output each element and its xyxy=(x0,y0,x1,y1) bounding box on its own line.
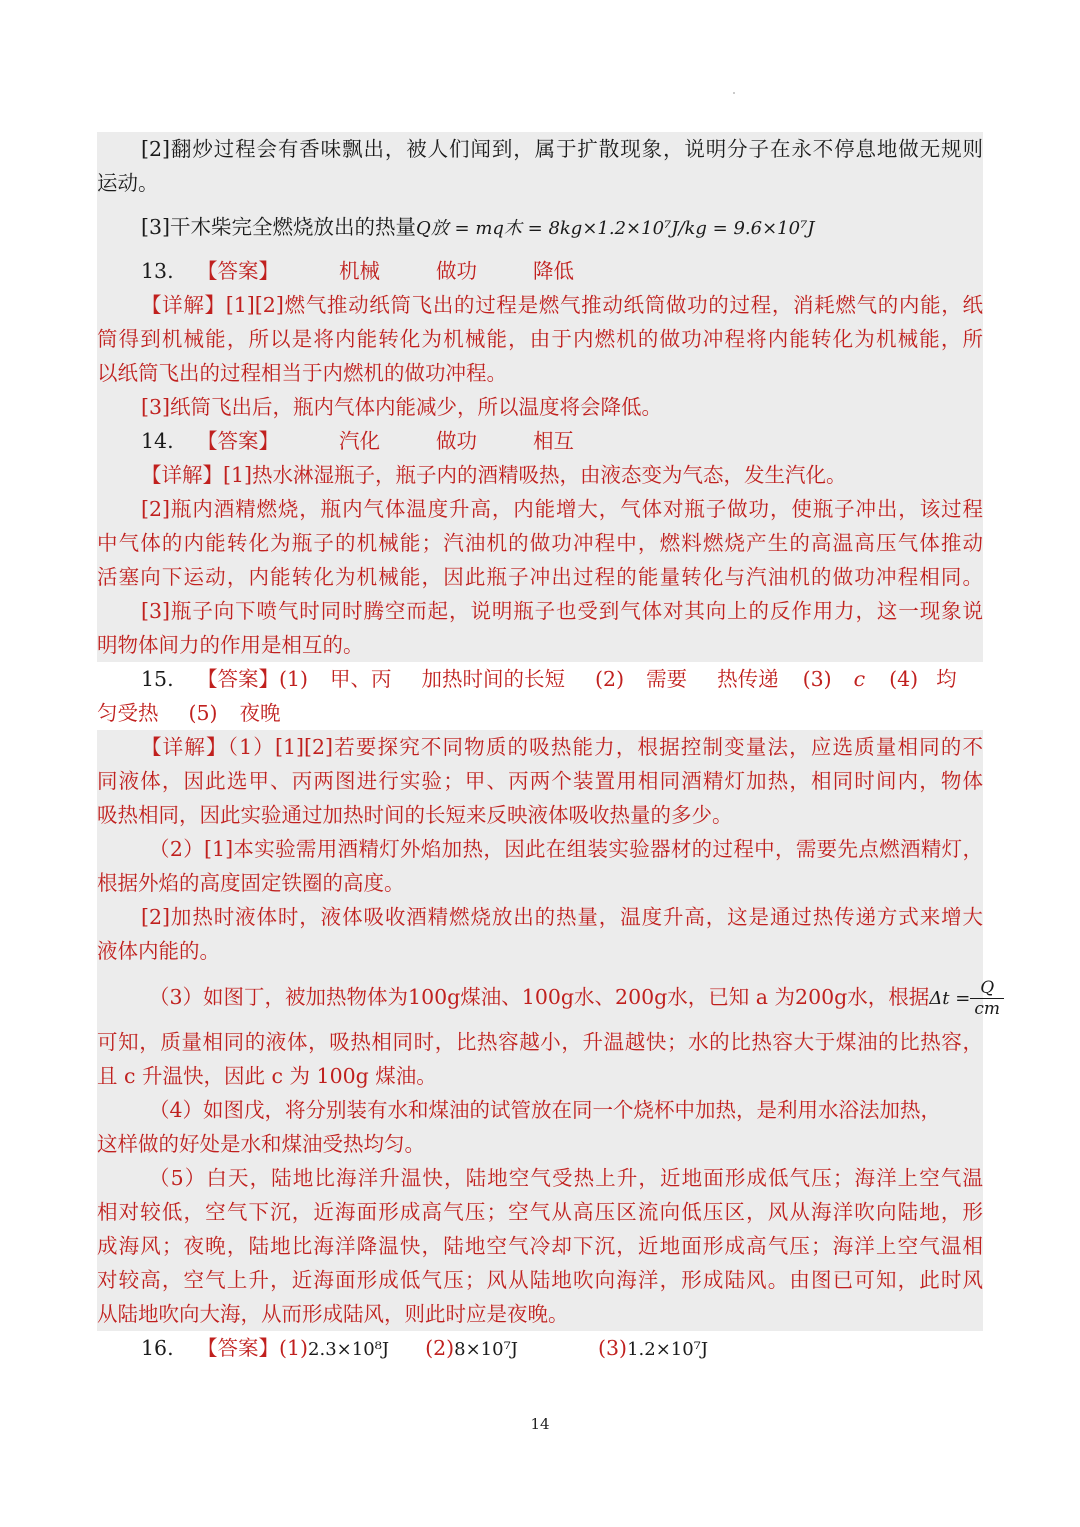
q14-answer-1: 汽化 xyxy=(339,429,380,453)
page-number: 14 xyxy=(530,1415,550,1433)
q14-detail-line: 明物体间力的作用是相互的。 xyxy=(97,633,364,657)
q15-formula-fraction xyxy=(970,978,1004,1019)
q15-formula-denominator: cm xyxy=(974,999,1001,1019)
q15-answer-part: (2) xyxy=(595,667,625,691)
q14-answer-tag: 【答案】 xyxy=(197,429,279,453)
speck xyxy=(733,92,735,94)
q15-formula-lhs: Δt = xyxy=(929,988,971,1009)
q15-answer-part: 匀受热 xyxy=(97,701,159,725)
q16-number: 16. xyxy=(141,1336,174,1360)
q15-answer-part: c xyxy=(853,667,866,691)
q15-answer-part: (3) xyxy=(802,667,832,691)
q15-detail-line: （2）[1]本实验需用酒精灯外焰加热，因此在组装实验器材的过程中，需要先点燃酒精灯， xyxy=(149,837,983,861)
q15-detail-line: 可知，质量相同的液体，吸热相同时，比热容越小，升温越快；水的比热容大于煤油的比热容， xyxy=(97,1030,983,1054)
q15-detail-line: 同液体，因此选甲、丙两图进行实验；甲、丙两个装置用相同酒精灯加热，相同时间内，物体 xyxy=(97,769,983,793)
q15-detail-line: （5）白天，陆地比海洋升温快，陆地空气受热上升，近地面形成低气压；海洋上空气温 xyxy=(149,1166,983,1190)
q13-number: 13. xyxy=(141,259,174,283)
prev-p3-text: [3]干木柴完全燃烧放出的热量 xyxy=(141,215,417,239)
q15-detail-line: [2]加热时液体时，液体吸收酒精燃烧放出的热量，温度升高，这是通过热传递方式来增大 xyxy=(141,905,983,929)
q13-answer-3: 降低 xyxy=(533,259,574,283)
q15-detail-line: 吸热相同，因此实验通过加热时间的长短来反映液体吸收热量的多少。 xyxy=(97,803,733,827)
q14-detail-line: [3]瓶子向下喷气时同时腾空而起，说明瓶子也受到气体对其向上的反作用力，这一现象说 xyxy=(141,599,983,623)
q15-number: 15. xyxy=(141,667,174,691)
q15-answer-part: (4) xyxy=(889,667,919,691)
q14-detail-line: 【详解】[1]热水淋湿瓶子，瓶子内的酒精吸热，由液态变为气态，发生汽化。 xyxy=(141,463,847,487)
q15-answer-part: 甲、丙 xyxy=(330,667,392,691)
q14-number: 14. xyxy=(141,429,174,453)
q15-detail-line: 液体内能的。 xyxy=(97,939,220,963)
q14-answer-3: 相互 xyxy=(533,429,574,453)
q15-answer-line-1 xyxy=(97,662,983,696)
q14-answer-2: 做功 xyxy=(436,429,477,453)
q15-answer-part: 热传递 xyxy=(717,667,779,691)
q15-answer-tag: 【答案】 xyxy=(197,667,279,691)
q16-answer-3-label: (3) xyxy=(598,1336,628,1360)
q13-detail-line: 【详解】[1][2]燃气推动纸筒飞出的过程是燃气推动纸筒做功的过程，消耗燃气的内能，纸 xyxy=(141,293,983,317)
prev-p3 xyxy=(97,210,983,244)
q15-answer-part: (5) xyxy=(188,701,218,725)
q14-answer-line xyxy=(97,424,983,458)
q16-answer-tag: 【答案】 xyxy=(197,1336,279,1360)
q15-answer-part: 均 xyxy=(936,667,957,691)
q15-answer-part: 加热时间的长短 xyxy=(421,667,566,691)
q13-detail-line: 筒得到机械能，所以是将内能转化为机械能，由于内燃机的做功冲程将内能转化为机械能，所 xyxy=(97,327,983,351)
q16-answer-line xyxy=(97,1331,983,1365)
q16-answer-1-label: (1) xyxy=(279,1336,309,1360)
q16-answer-3-value: 1.2×10⁷J xyxy=(627,1339,709,1360)
q13-answer-line xyxy=(97,254,983,288)
q15-detail-line: 成海风；夜晚，陆地比海洋降温快，陆地空气冷却下沉，近地面形成高气压；海洋上空气温相 xyxy=(97,1234,983,1258)
prev-p2-line2: 运动。 xyxy=(97,171,159,195)
q14-detail-line: 活塞向下运动，内能转化为机械能，因此瓶子冲出过程的能量转化与汽油机的做功冲程相同。 xyxy=(97,565,983,589)
q15-detail-line: 相对较低，空气下沉，近海面形成高气压；空气从高压区流向低压区，风从海洋吹向陆地，形 xyxy=(97,1200,983,1224)
q15-detail-formula-line xyxy=(97,976,1001,1019)
q13-answer-tag: 【答案】 xyxy=(197,259,279,283)
q15-formula-numerator: Q xyxy=(970,978,1004,999)
prev-p2-line1: [2]翻炒过程会有香味飘出，被人们闻到，属于扩散现象，说明分子在永不停息地做无规则 xyxy=(141,137,983,161)
q16-answer-1-value: 2.3×10⁸J xyxy=(308,1339,390,1360)
prev-p3-formula: Q放 = mq木 = 8kg×1.2×10⁷J/kg = 9.6×10⁷J xyxy=(416,218,815,239)
q15-detail-line: （4）如图戊，将分别装有水和煤油的试管放在同一个烧杯中加热，是利用水浴法加热， xyxy=(149,1098,942,1122)
q15-detail-line: 【详解】（1）[1][2]若要探究不同物质的吸热能力，根据控制变量法，应选质量相同的不 xyxy=(141,735,983,759)
q15-detail-line: 且 c 升温快，因此 c 为 100g 煤油。 xyxy=(97,1064,437,1088)
q13-answer-1: 机械 xyxy=(339,259,380,283)
q14-detail-line: [2]瓶内酒精燃烧，瓶内气体温度升高，内能增大，气体对瓶子做功，使瓶子冲出，该过程 xyxy=(141,497,983,521)
q16-answer-2-label: (2) xyxy=(425,1336,455,1360)
q15-detail-line: 对较高，空气上升，近海面形成低气压；风从陆地吹向海洋，形成陆风。由图已可知，此时风 xyxy=(97,1268,983,1292)
q13-answer-2: 做功 xyxy=(436,259,477,283)
q15-detail-line: 根据外焰的高度固定铁圈的高度。 xyxy=(97,871,405,895)
q15-answer-line-2 xyxy=(97,696,983,730)
q15-detail-p3-text: （3）如图丁，被加热物体为100g煤油、100g水、200g水，已知 a 为200g水，根据 xyxy=(149,985,930,1009)
q13-detail-line: [3]纸筒飞出后，瓶内气体内能减少，所以温度将会降低。 xyxy=(141,395,663,419)
q15-detail-line: 这样做的好处是水和煤油受热均匀。 xyxy=(97,1132,425,1156)
q15-answer-part: 需要 xyxy=(646,667,688,691)
q15-answer-part: (1) xyxy=(279,667,309,691)
q15-answer-part: 夜晚 xyxy=(239,701,281,725)
q14-detail-line: 中气体的内能转化为瓶子的机械能；汽油机的做功冲程中，燃料燃烧产生的高温高压气体推动 xyxy=(97,531,983,555)
q15-detail-line: 从陆地吹向大海，从而形成陆风，则此时应是夜晚。 xyxy=(97,1302,569,1326)
q13-detail-line: 以纸筒飞出的过程相当于内燃机的做功冲程。 xyxy=(97,361,507,385)
q16-answer-2-value: 8×10⁷J xyxy=(454,1339,519,1360)
